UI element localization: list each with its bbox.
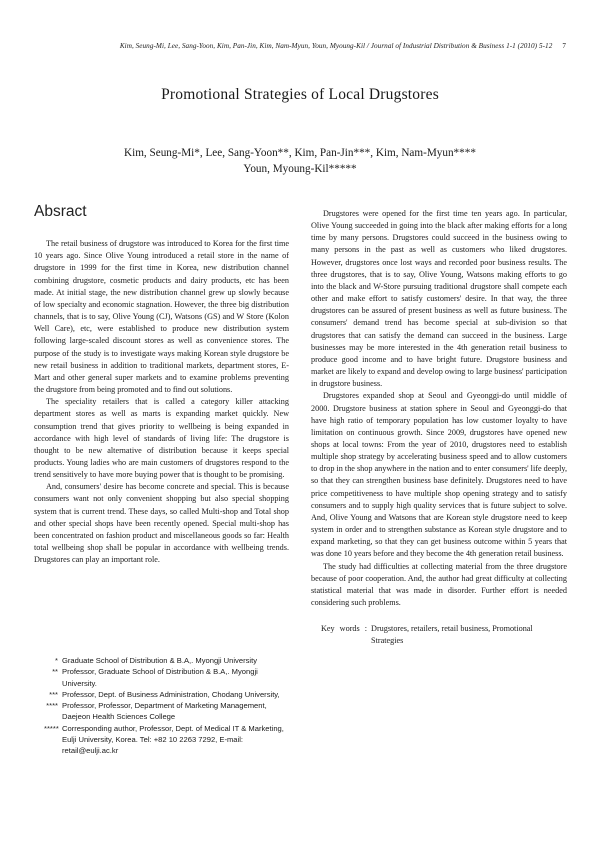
- keywords-list: Drugstores, retailers, retail business, Promotional Strategies: [371, 624, 533, 646]
- author-list: [0, 145, 600, 177]
- footnote: [44, 655, 290, 666]
- abstract-paragraph: The study had difficulties at collecting material from the three drugstore because of poor cooperation. And, the author had great difficulty at collecting statistical material that was made in disorder. Further effort is needed considering such problems.: [311, 561, 567, 607]
- footnote: [44, 723, 290, 757]
- abstract-paragraph: Drugstores expanded shop at Seoul and Gyeonggi-do until middle of 2000. Drugstore business at station sphere in Seoul and Gyeonggi-do that have high ratio of temporary population has low customer loyalty to have limitation on continuous growth. Since 2009, drugstores have opened new shops at local towns: From the year of 2010, drugstores need to establish multiple shop strategy by accelerating business speed and to allow customers to drop in the shop anywhere in the nation and to enter consumers' life deeply, so that they can strengthen business base definitely. Drugstores need to have price competitiveness to have multiple shop opening strategy and to satisfy consumers and to supply high quality services that is future subject to solve. And, Olive Young and Watsons that are Korean style drugstore need to keep system in order and to strengthen substance as Korean style drugstore and to expand marketing, so that they can get business outcome within 5 years that was done 10 years before and they become the 4th generation retail business.: [311, 391, 567, 559]
- abstract-heading: Absract: [34, 203, 87, 220]
- left-column: [34, 203, 289, 566]
- author-footnotes: [44, 655, 290, 757]
- footnote: [44, 700, 290, 723]
- footnote-text: Graduate School of Distribution & B.A,. Myongji University: [62, 656, 257, 665]
- authors-line-2: Youn, Myoung-Kil*****: [243, 163, 357, 175]
- authors-line-1: Kim, Seung-Mi*, Lee, Sang-Yoon**, Kim, Pan-Jin***, Kim, Nam-Myun****: [124, 147, 476, 159]
- footnote-mark: *****: [44, 723, 59, 733]
- page-number: 7: [562, 42, 566, 50]
- footnote-mark: ***: [49, 689, 58, 699]
- abstract-paragraph: And, consumers' desire has become concrete and special. This is because consumers want not only convenient shopping but also special shopping system that is current trend. These days, so called Multi-shop and Total shop and other special shops have been recently opened. Special multi-shop has been concentrated on fashion product and miscellaneous goods so far: Health total wellbeing shop shall be popular in accordance with wellbeing trends. Drugstores can play an important role.: [34, 482, 289, 565]
- running-head-text: Kim, Seung-Mi, Lee, Sang-Yoon, Kim, Pan-Jin, Kim, Nam-Myun, Youn, Myoung-Kil / Journal of Industrial Distribution & Business 1-1 (2010) 5-12: [119, 42, 553, 50]
- paper-title: Promotional Strategies of Local Drugstores: [161, 86, 439, 103]
- footnote-text: Professor, Graduate School of Distribution & B.A,. Myongji University.: [62, 667, 258, 688]
- abstract-paragraph: The speciality retailers that is called a category killer attacking department stores as well as marts is expanding market quickly. New consumption trend that gives priority to wellbeing is being expanded in accordance with high level of standards of living life: The drugstore is thought to be new alternative of distribution because it keeps special products. Young ladies who are main customers of drugstores respond to the trend sensitively to have more buying power that is thought to be promising.: [34, 397, 289, 480]
- right-column: [311, 208, 567, 647]
- keywords: [311, 623, 567, 647]
- running-head: [30, 42, 566, 50]
- abstract-paragraph: Drugstores were opened for the first time ten years ago. In particular, Olive Young succeeded in going into the black after making efforts for a long time by many persons. Drugstores could succeed in the business owing to many persons in the past as well as customers who liked drugstores. However, drugstores once lost ways and recorded poor business results. The three drugstores, that is to say, Olive Young, Watsons making efforts to go into the black and W-Store pursuing traditional drugstore shall compete each other and make effort to satisfy customers' desire. In that way, the three drugstores can be assured of present business as well as future business. The consumers' demand trend has become special at sub-division so that drugstores that can satisfy the demand can succeed in the business. Large businesses may be more interested in the 4th generation retail business to produce good income and to have bright future. Drugstore business and market are likely to expand and develop owing to large business' participation in drugstore business.: [311, 209, 567, 389]
- footnote: [44, 666, 290, 689]
- footnote: [44, 689, 290, 700]
- keywords-label: Key words :: [321, 624, 368, 634]
- footnote-mark: *: [55, 656, 58, 665]
- footnote-text: Professor, Professor, Department of Marketing Management, Daejeon Health Sciences College: [62, 701, 267, 722]
- footnote-mark: ****: [46, 701, 58, 711]
- footnote-text: Corresponding author, Professor, Dept. of Medical IT & Marketing, Eulji University, Korea. Tel: +82 10 2263 7292, E-mail: retail@eulji.ac.kr: [62, 723, 284, 756]
- abstract-paragraph: The retail business of drugstore was introduced to Korea for the first time 10 years ago. Since Olive Young introduced a retail store in the name of drugstore in 1999 for the first time in Korea, new distribution channel combining drugstore, cosmetic products and dairy products, etc has been made. At initial stage, the new distribution channel grew up slowly because of low specialty and economic stagnation. However, the three big distribution channels, that is to say, Olive Young (CJ), Watsons (GS) and W Store (Kolon Well Care), etc, were established to produce new distribution system following large-scaled discount stores as well as convenience stores. The purpose of the study is to investigate ways making Korean style drugstore be new retail business in addition to traditional markets, department stores, E-Mart and other general super markets and to examine problems preventing the drugstore from being promoted and to find out solutions.: [34, 239, 289, 395]
- footnote-mark: **: [52, 667, 58, 677]
- footnote-text: Professor, Dept. of Business Administration, Chodang University,: [62, 689, 280, 699]
